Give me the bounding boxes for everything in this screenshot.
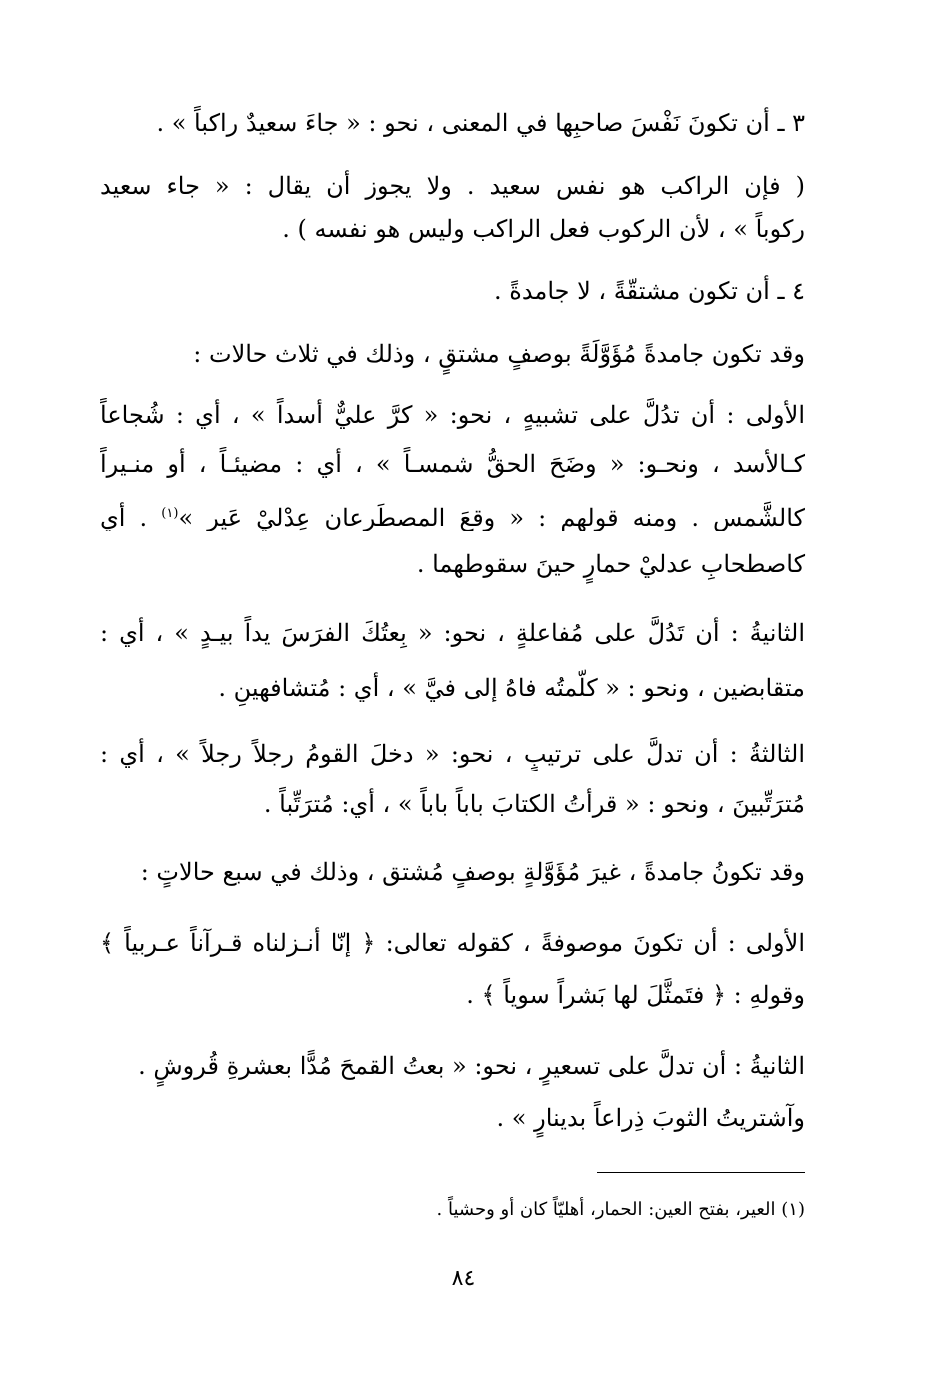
text-line: الثانيةُ : أن تَدُلَّ على مُفاعلةٍ ، نحو: « بِعتُكَ الفرَسَ يداً بيـدٍ » ، أي :	[100, 619, 805, 647]
text-line: الأولى : أن تكونَ موصوفةً ، كقوله تعالى: ﴿ إنّا أنـزلناه قـرآناً عـربياً ﴾	[100, 929, 805, 957]
text-line: ٣ ـ أن تكونَ نَفْسَ صاحبِها في المعنى ، نحو : « جاءَ سعيدٌ راكباً » .	[156, 109, 805, 137]
text-line: كـالأسد ، ونحـو: « وضَحَ الحقُّ شمسـاً » ، أي : مضيئـاً ، أو منـيراً	[100, 450, 805, 478]
text-line: كاصطحابِ عدليْ حمارٍ حينَ سقوطهما .	[416, 550, 805, 578]
text-line: متقابضين ، ونحو : « كلّمتُه فاهُ إلى فيَّ » ، أي : مُتشافهينِ .	[218, 674, 805, 702]
text-line: الثالثةُ : أن تدلَّ على ترتيبٍ ، نحو: « دخلَ القومُ رجلاً رجلاً » ، أي :	[100, 740, 805, 768]
text-line: الثانيةُ : أن تدلَّ على تسعيرٍ ، نحو: « بعتُ القمحَ مُدًّا بعشرةِ قُروشٍ .	[138, 1052, 805, 1080]
text-line: وقولهِ : ﴿ فتَمثَّلَ لها بَشراً سوياً ﴾ .	[466, 981, 805, 1009]
text-line: الأولى : أن تدُلَّ على تشبيهٍ ، نحو: « كرَّ عليٌّ أسداً » ، أي : شُجاعاً	[100, 401, 805, 429]
text-segment: . أي	[100, 504, 148, 531]
text-line: وقد تكونُ جامدةً ، غيرَ مُؤَوَّلةٍ بوصفٍ مُشتق ، وذلك في سبع حالاتٍ :	[140, 858, 805, 886]
footnote: (١) العير، بفتح العين: الحمار، أهليّاً كان أو وحشياً .	[436, 1199, 805, 1220]
text-line: وقد تكون جامدةً مُؤَوَّلَةً بوصفٍ مشتقٍ ، وذلك في ثلاث حالات :	[193, 340, 805, 368]
text-line: ( فإن الراكب هو نفس سعيد . ولا يجوز أن يقال : « جاء سعيد	[100, 172, 805, 200]
page-number: ٨٤	[451, 1266, 476, 1291]
text-line: مُترَتِّبينَ ، ونحو : « قرأتُ الكتابَ باباً باباً » ، أي: مُترَتِّباً .	[263, 790, 805, 818]
text-line: ٤ ـ أن تكون مشتقّةً ، لا جامدةً .	[494, 277, 805, 305]
footnote-marker: (١)	[161, 506, 179, 521]
text-segment: كالشَّمس . ومنه قولهم : « وقعَ المصطَرعانِ عِدْليْ عَيرٍ »	[178, 504, 805, 531]
text-line	[100, 497, 805, 531]
text-line: ركوباً » ، لأن الركوب فعل الراكب وليس هو نفسه ) .	[282, 215, 805, 243]
footnote-separator	[597, 1172, 805, 1173]
text-line: وآشتريتُ الثوبَ ذِراعاً بدينارٍ » .	[496, 1104, 805, 1132]
